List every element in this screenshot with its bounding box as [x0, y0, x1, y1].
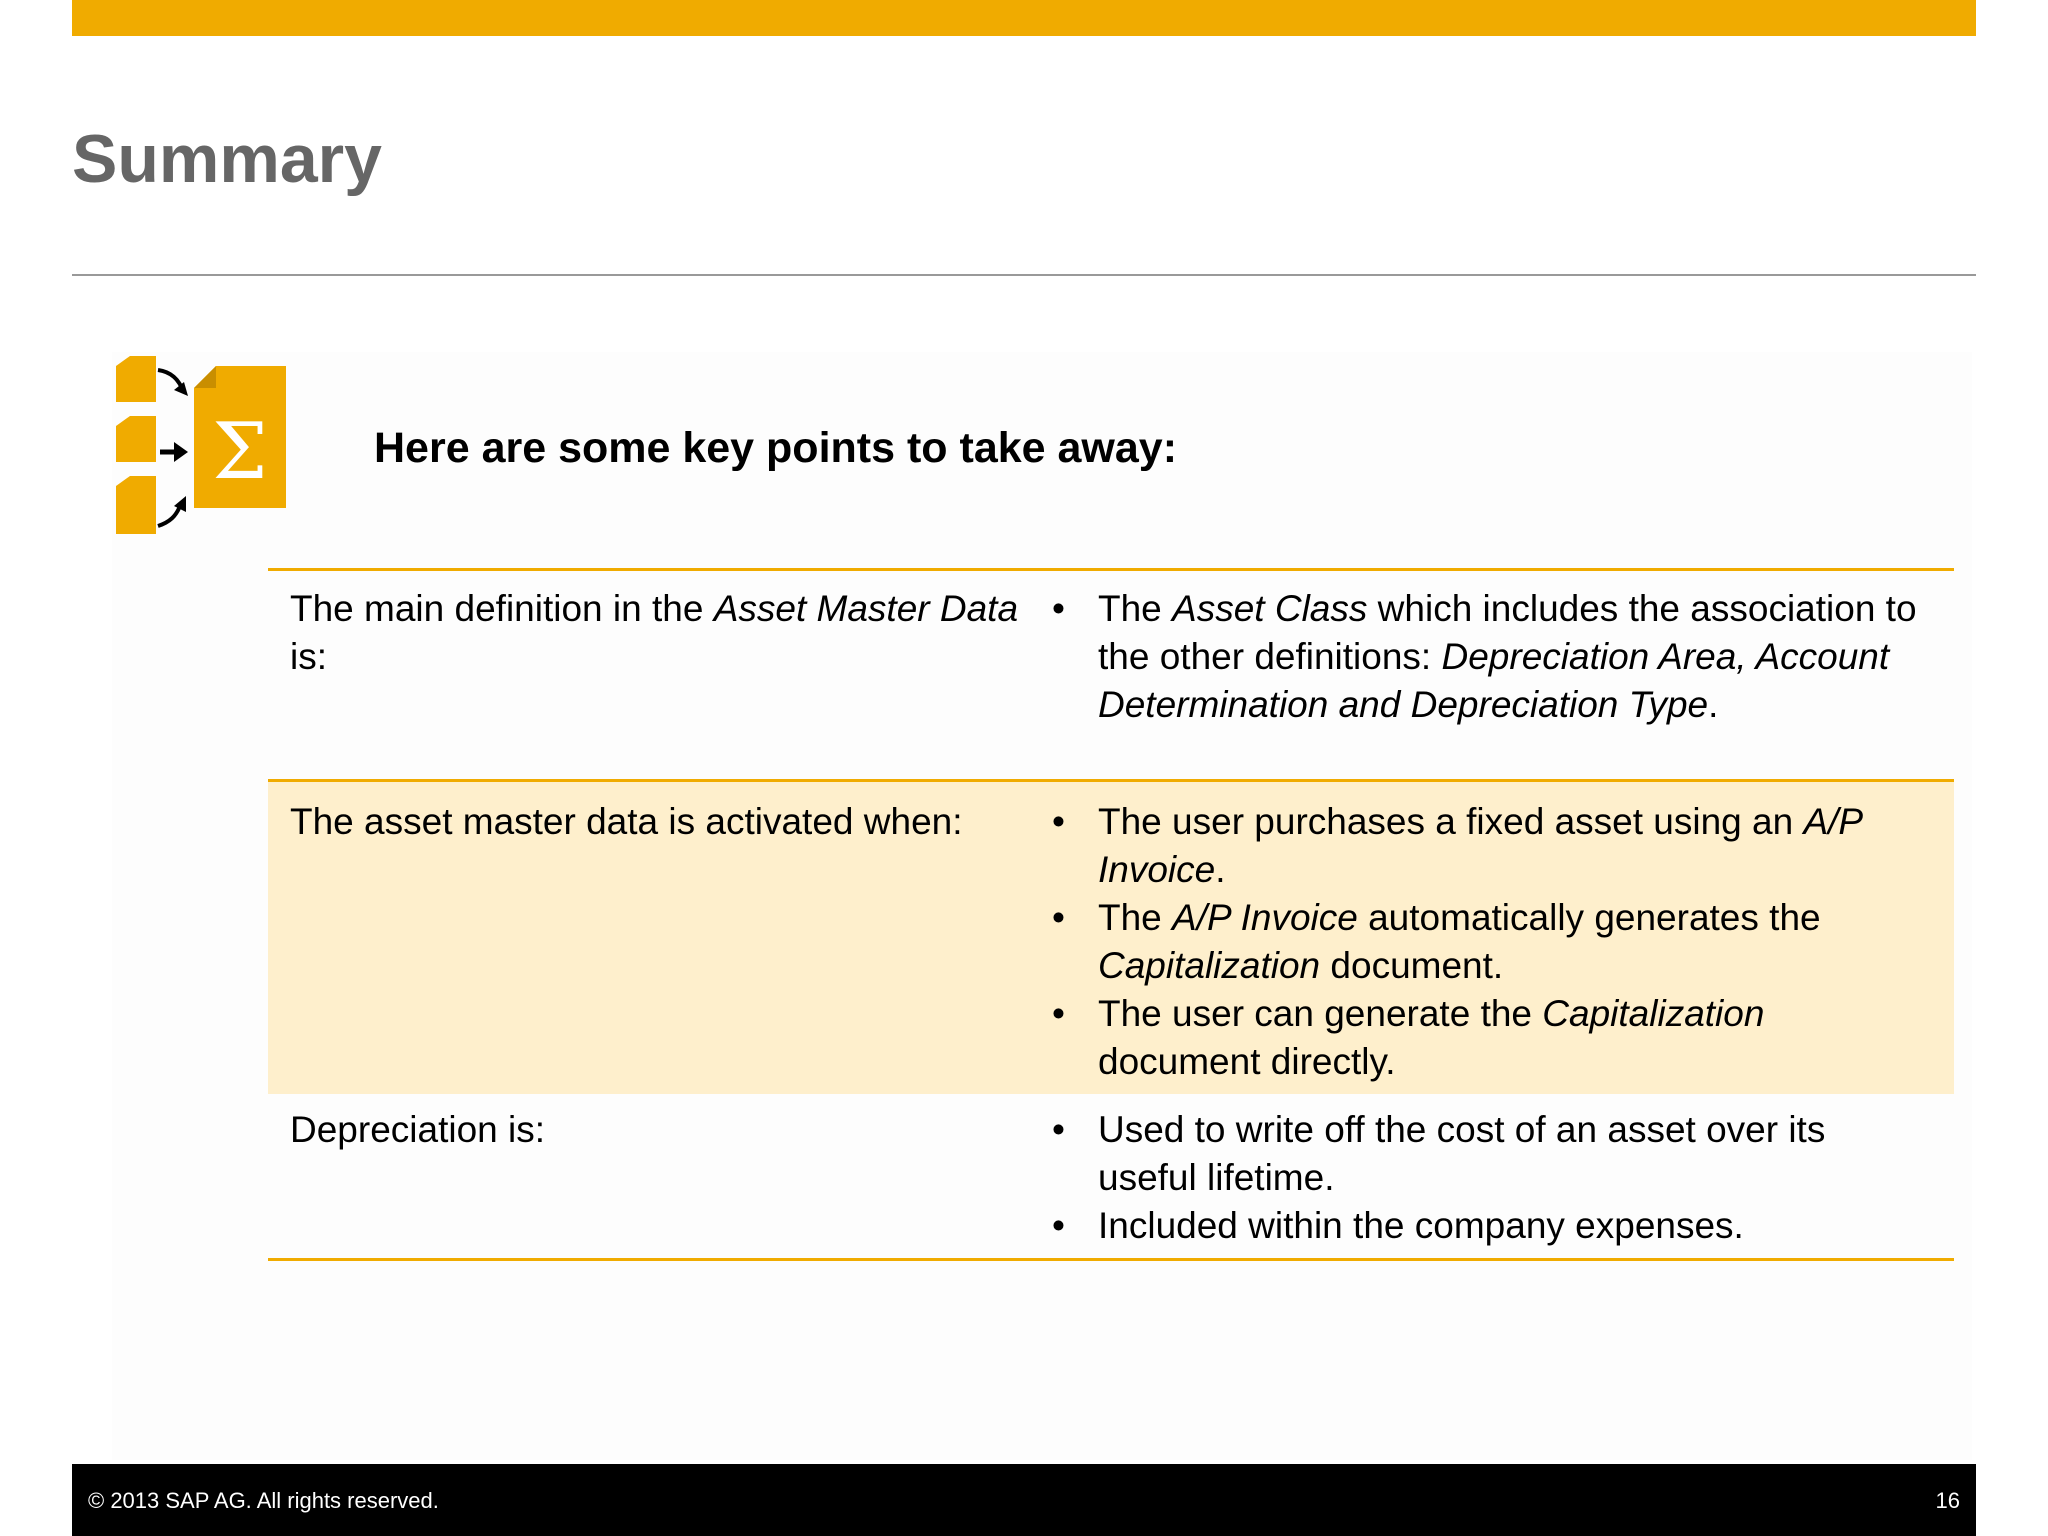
sigma-icon: Σ — [212, 407, 268, 497]
table-row — [268, 1094, 1954, 1260]
bullet-point: • Included within the company expenses. — [1042, 1202, 1934, 1250]
emphasized-term: Capitalization — [1542, 993, 1765, 1034]
key-points-table — [268, 568, 1954, 1261]
source-document-icon — [116, 416, 156, 462]
arrow-head-icon — [174, 442, 188, 462]
bullet-list — [1042, 1106, 1934, 1250]
term-cell: Depreciation is: — [290, 1109, 546, 1150]
emphasized-term: A/P Invoice — [1098, 801, 1862, 890]
points-cell — [1042, 570, 1954, 781]
copyright-text: © 2013 SAP AG. All rights reserved. — [88, 1488, 439, 1513]
emphasized-term: Capitalization — [1098, 945, 1321, 986]
source-document-icon — [116, 476, 156, 534]
table-row — [268, 781, 1954, 1095]
title-divider — [72, 274, 1976, 276]
bullet-point: • The user can generate the Capitalization document directly. — [1042, 990, 1934, 1086]
term-cell: The asset master data is activated when: — [268, 781, 1042, 1095]
page-number: 16 — [1935, 1488, 1960, 1513]
points-cell — [1042, 1094, 1954, 1260]
bullet-point: • The A/P Invoice automatically generates the Capitalization document. — [1042, 894, 1934, 990]
emphasized-term: A/P Invoice — [1172, 897, 1358, 938]
emphasized-term: Depreciation Area, Account Determination and Depreciation Type — [1098, 636, 1890, 725]
summary-sigma-icon — [112, 356, 290, 540]
emphasized-term: Asset Class — [1172, 588, 1368, 629]
bullet-point: • The user purchases a fixed asset using an A/P Invoice. — [1042, 798, 1934, 894]
bullet-list — [1042, 798, 1934, 1086]
bullet-point: • Used to write off the cost of an asset over its useful lifetime. — [1042, 1106, 1934, 1202]
page-title: Summary — [72, 121, 382, 197]
footer-bar — [72, 1464, 1976, 1536]
arrow-icon — [158, 370, 182, 388]
term-cell: The main definition in the Asset Master Data is: — [290, 588, 1019, 677]
bullet-point: • The Asset Class which includes the association to the other definitions: Depreciation Area, Account Determination and Depreciation Type. — [1042, 585, 1934, 729]
document-fold-icon — [194, 366, 216, 388]
points-cell — [1042, 781, 1954, 1095]
top-accent-bar — [72, 0, 1976, 36]
intro-heading: Here are some key points to take away: — [374, 424, 1178, 472]
source-document-icon — [116, 356, 156, 402]
arrow-icon — [158, 506, 180, 526]
table-row — [268, 570, 1954, 781]
emphasized-term: Asset Master Data — [713, 588, 1019, 629]
bullet-list — [1042, 585, 1934, 729]
